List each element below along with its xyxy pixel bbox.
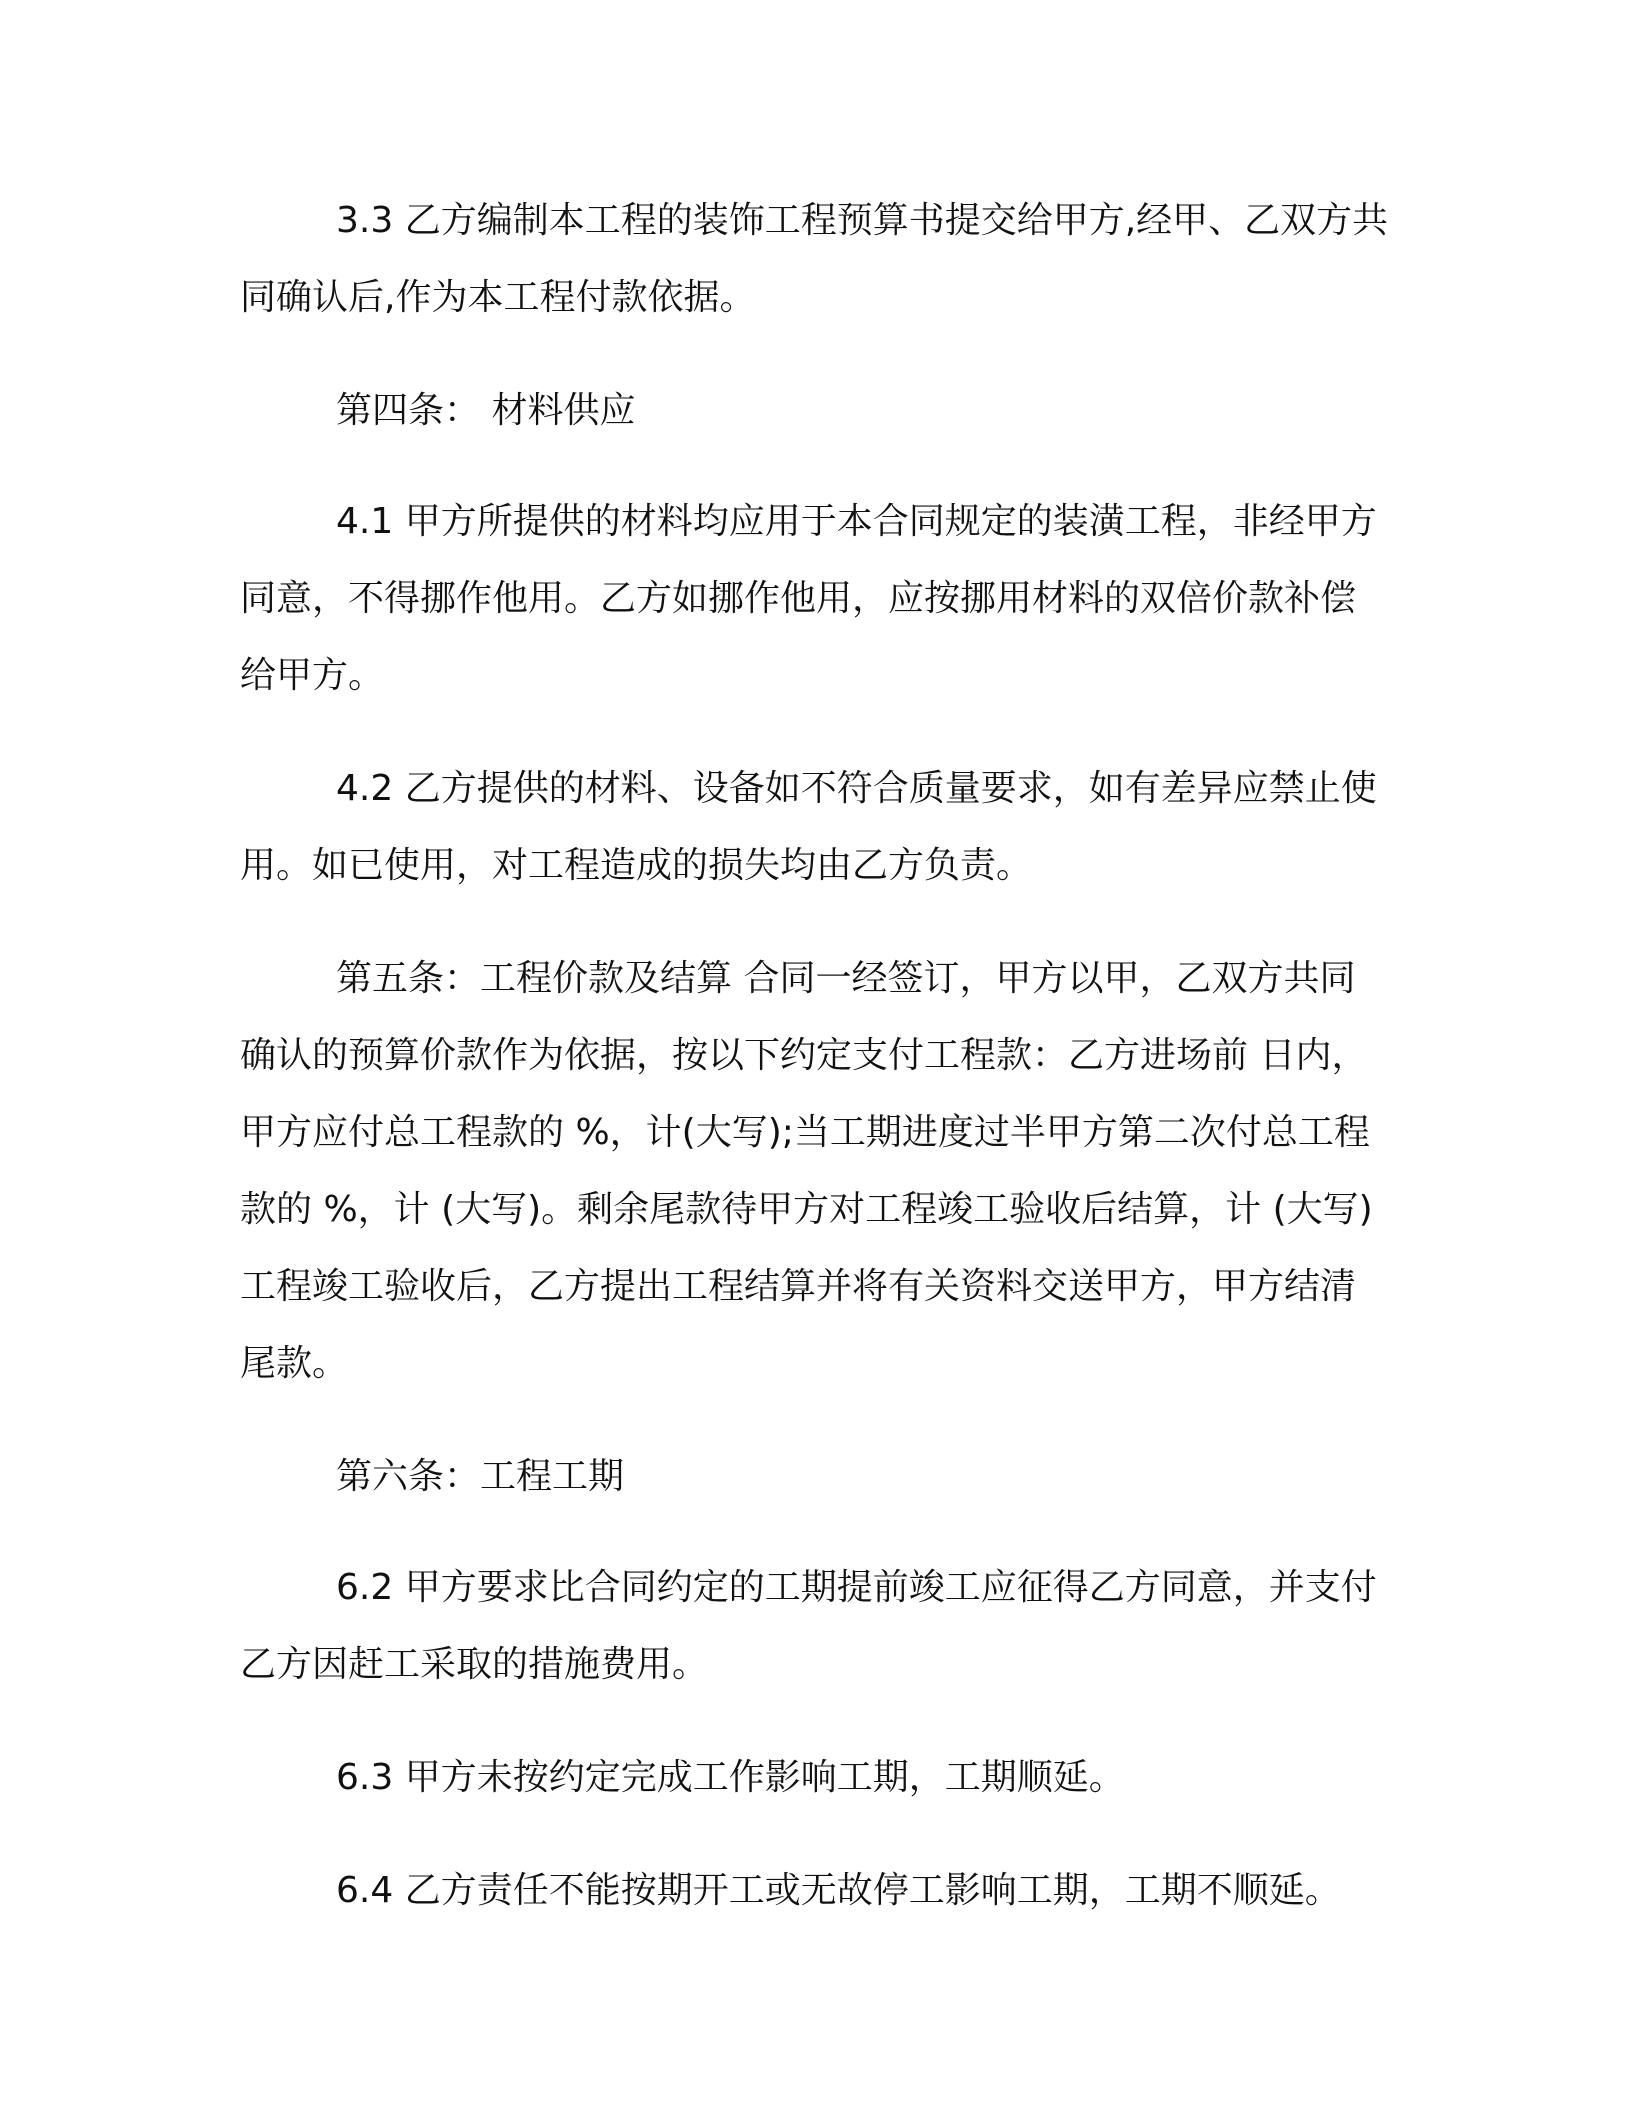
article-4-heading: 第四条： 材料供应 bbox=[336, 390, 636, 431]
clause-6-3: 6.3 甲方未按约定完成工作影响工期，工期顺延。 bbox=[336, 1757, 1125, 1798]
clause-3-3: 3.3 乙方编制本工程的装饰工程预算书提交给甲方,经甲、乙双方共同确认后,作为本工程付款依据。 bbox=[240, 200, 1389, 318]
article-5-paragraph: 第五条：工程价款及结算 合同一经签订，甲方以甲，乙双方共同确认的预算价款作为依据，按以下约定支付工程款：乙方进场前 日内，甲方应付总工程款的 %，计(大写);当工期进度过半甲方第二次付总工程款的 %，计 (大写)。剩余尾款待甲方对工程竣工验收后结算，计 (大写)工程竣工验收后，乙方提出工程结算并将有关资料交送甲方，甲方结清尾款。 bbox=[240, 958, 1373, 1384]
clause-6-2: 6.2 甲方要求比合同约定的工期提前竣工应征得乙方同意，并支付乙方因赶工采取的措施费用。 bbox=[240, 1567, 1377, 1685]
clause-6-4: 6.4 乙方责任不能按期开工或无故停工影响工期，工期不顺延。 bbox=[336, 1870, 1341, 1911]
clause-4-1: 4.1 甲方所提供的材料均应用于本合同规定的装潢工程，非经甲方同意，不得挪作他用。乙方如挪作他用，应按挪用材料的双倍价款补偿给甲方。 bbox=[240, 501, 1377, 696]
document-body bbox=[240, 182, 1390, 1965]
article-6-heading: 第六条：工程工期 bbox=[336, 1456, 625, 1497]
clause-4-2: 4.2 乙方提供的材料、设备如不符合质量要求，如有差异应禁止使用。如已使用，对工程造成的损失均由乙方负责。 bbox=[240, 768, 1377, 886]
